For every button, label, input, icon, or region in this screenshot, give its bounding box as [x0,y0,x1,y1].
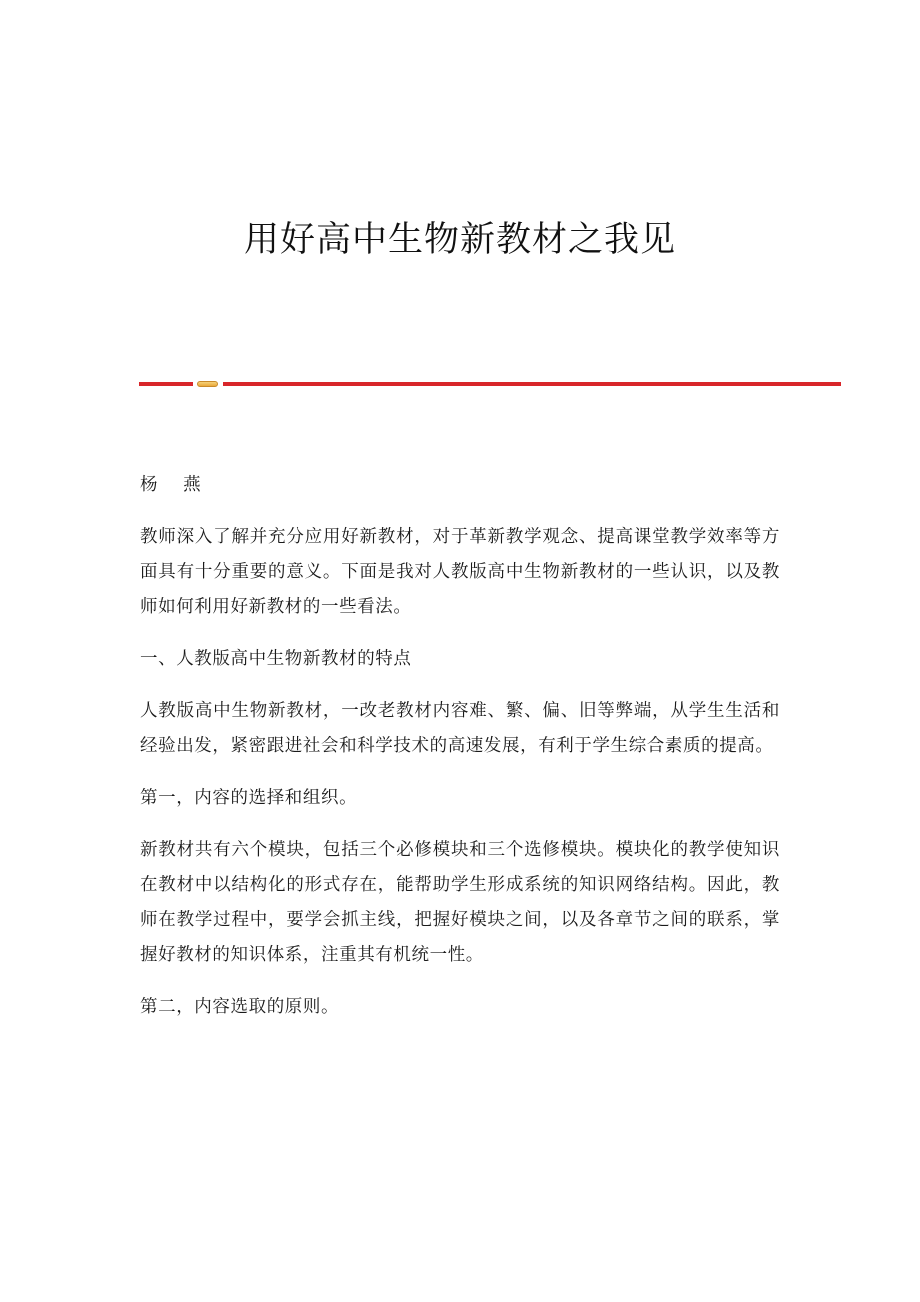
subheading-first: 第一，内容的选择和组织。 [140,788,358,808]
paragraph-intro: 教师深入了解并充分应用好新教材，对于革新教学观念、提高课堂教学效率等方面具有十分重要的意义。下面是我对人教版高中生物新教材的一些认识，以及教师如何利用好新教材的一些看法。 [140,527,780,617]
document-title: 用好高中生物新教材之我见 [243,220,676,260]
title-divider [139,380,841,388]
divider-ornament-icon [197,381,218,387]
section-heading-1: 一、人教版高中生物新教材的特点 [140,649,412,669]
document-body [140,468,780,1042]
author-name: 杨 燕 [140,475,211,495]
divider-bar-right [223,382,841,386]
paragraph-features: 人教版高中生物新教材，一改老教材内容难、繁、偏、旧等弊端，从学生生活和经验出发，紧密跟进社会和科学技术的高速发展，有利于学生综合素质的提高。 [140,701,780,756]
subheading-second: 第二，内容选取的原则。 [140,997,340,1017]
divider-bar-left [139,382,193,386]
paragraph-modules: 新教材共有六个模块，包括三个必修模块和三个选修模块。模块化的教学使知识在教材中以结构化的形式存在，能帮助学生形成系统的知识网络结构。因此，教师在教学过程中，要学会抓主线，把握好模块之间，以及各章节之间的联系，掌握好教材的知识体系，注重其有机统一性。 [140,840,780,965]
